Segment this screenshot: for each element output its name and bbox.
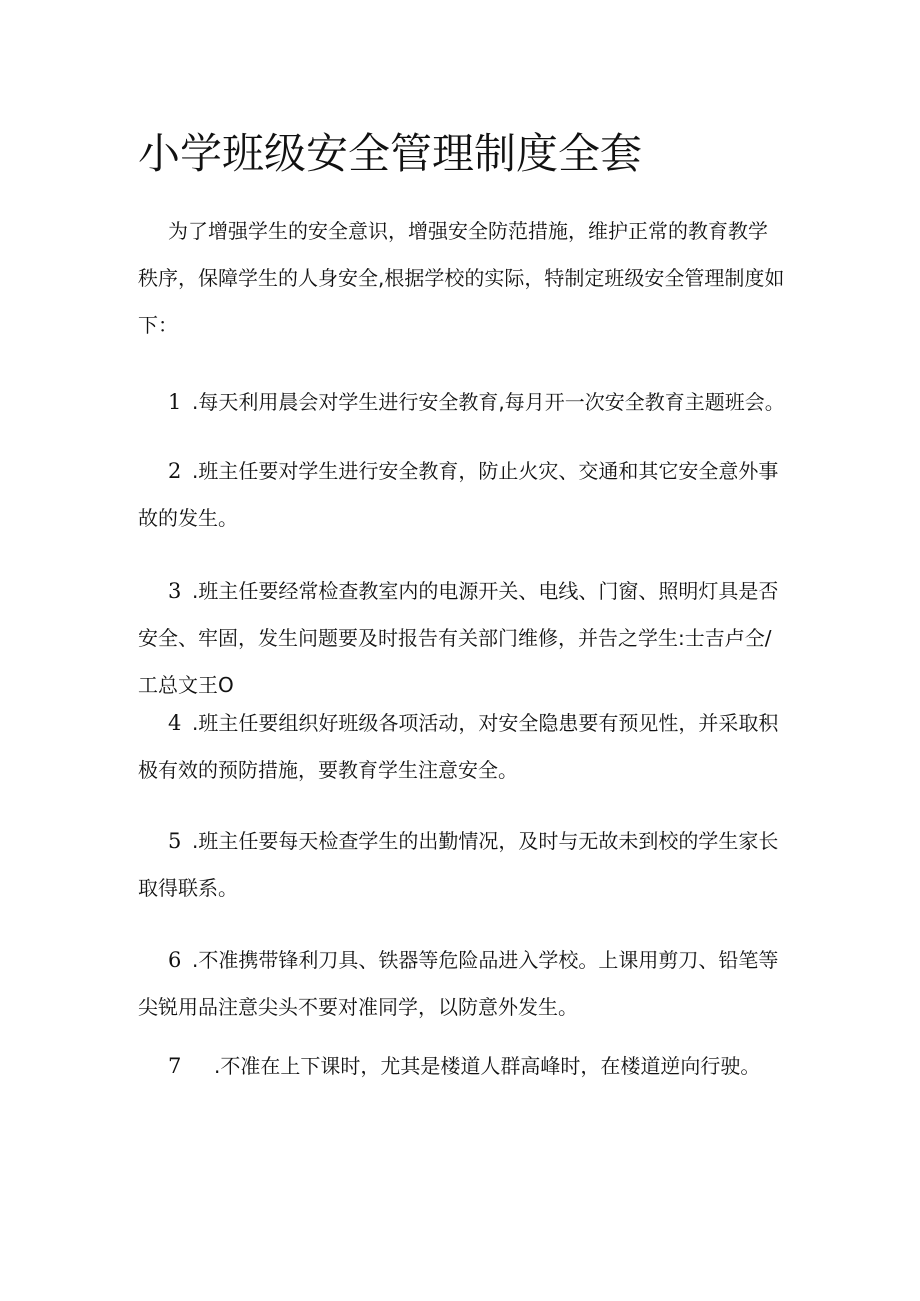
item-text: .班主任要经常检查教室内的电源开关、电线、门窗、照明灯具是否	[192, 579, 779, 603]
list-item	[138, 937, 788, 1031]
list-item	[138, 448, 788, 542]
item-number: 4	[168, 711, 182, 735]
list-item	[138, 1043, 788, 1090]
list-item	[138, 818, 788, 912]
item-number: 2	[168, 459, 182, 483]
item-number: 7	[168, 1054, 182, 1078]
list-item	[138, 700, 788, 794]
document-title: 小学班级安全管理制度全套	[138, 129, 643, 178]
intro-line: 下：	[138, 313, 178, 337]
item-text: 取得联系。	[138, 876, 238, 900]
item-number: 1	[168, 390, 182, 414]
item-text: .班主任要组织好班级各项活动，对安全隐患要有预见性，并采取积	[192, 711, 779, 735]
item-number: 3	[168, 579, 182, 603]
item-text: 尖锐用品注意尖头不要对准同学，以防意外发生。	[138, 995, 578, 1019]
item-text: .每天利用晨会对学生进行安全教育,每月开一次安全教育主题班会。	[192, 390, 785, 414]
list-item	[138, 379, 788, 426]
item-text: .班主任要对学生进行安全教育，防止火灾、交通和其它安全意外事	[192, 459, 779, 483]
list-item	[138, 568, 788, 709]
intro-line: 为了增强学生的安全意识，增强安全防范措施，维护正常的教育教学	[168, 219, 768, 243]
item-text: .不准携带锋利刀具、铁器等危险品进入学校。上课用剪刀、铅笔等	[192, 948, 779, 972]
item-text: .班主任要每天检查学生的出勤情况，及时与无故未到校的学生家长	[192, 829, 779, 853]
intro-line: 秩序，保障学生的人身安全,根据学校的实际，特制定班级安全管理制度如	[138, 266, 785, 290]
item-text: 安全、牢固，发生问题要及时报告有关部门维修，并告之学生:士吉卢仝/	[138, 626, 772, 650]
item-number: 5	[168, 829, 182, 853]
item-text: 故的发生。	[138, 506, 238, 530]
item-text: 工总文王O	[138, 673, 234, 697]
intro-paragraph	[138, 208, 788, 349]
item-text: 极有效的预防措施，要教育学生注意安全。	[138, 758, 518, 782]
item-text: .不准在上下课时，尤其是楼道人群高峰时，在楼道逆向行驶。	[214, 1054, 761, 1078]
item-number: 6	[168, 948, 182, 972]
